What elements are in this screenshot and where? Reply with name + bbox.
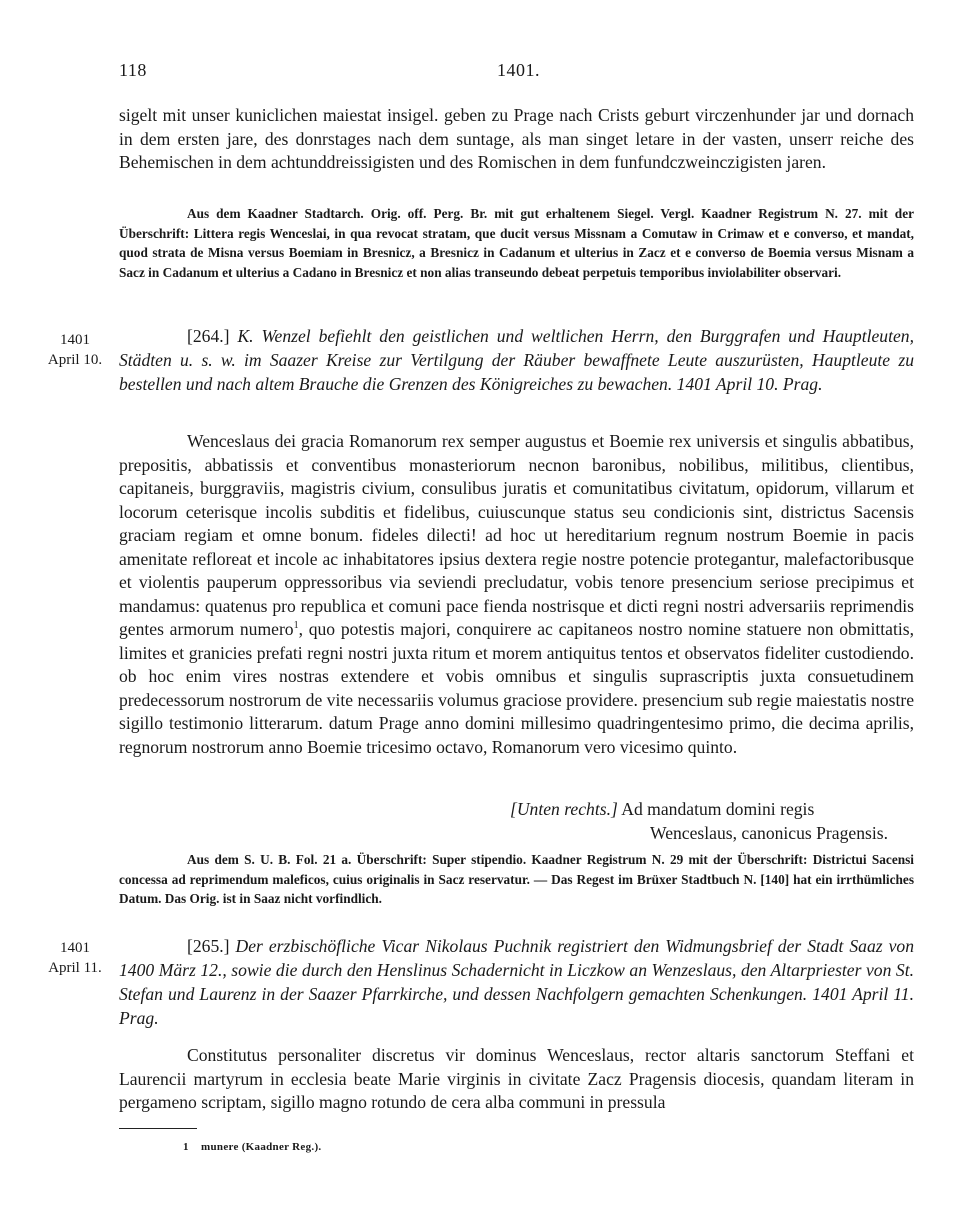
footnote-mark: 1 [183, 1141, 189, 1153]
entry-265-heading [119, 934, 914, 1030]
footnote-text: munere (Kaadner Reg.). [201, 1141, 322, 1153]
entry-264-heading [119, 324, 914, 396]
entry-264-summary: K. Wenzel befiehlt den geistlichen und weltlichen Herrn, den Burggrafen und Hauptleuten, Städten u. s. w. im Saazer Kreise zur Vertilgung der Räuber bewaffnete Leute auszurüsten, Hauptleute zu bestellen und nach altem Brauche die Grenzen des Königreiches zu bewachen. 1401 April 10. Prag. [119, 326, 914, 394]
footnote-divider [119, 1128, 197, 1129]
running-head-year: 1401. [497, 60, 540, 80]
entry-265-summary: Der erzbischöfliche Vicar Nikolaus Puchnik registriert den Widmungsbrief der Stadt Saaz von 1400 März 12., sowie die durch den Henslinus Schadernicht in Liczkow an Wenzeslaus, den Altarpriester von St. Stefan und Laurenz in der Saazer Pfarrkirche, und dessen Nachfolgern gemachten Schenkungen. 1401 April 11. Prag. [119, 936, 914, 1028]
entry-264-closing-mandate: Ad mandatum domini regis [621, 799, 815, 819]
entry-264-number: [264.] [187, 326, 230, 346]
entry-264-margin-year: 1401 [60, 332, 90, 348]
entry-264-source-note: Aus dem S. U. B. Fol. 21 a. Überschrift: Super stipendio. Kaadner Registrum N. 29 mit der Überschrift: Districtui Sacensi concessa ad reprimendum maleficos, cuius originalis in Sacz reservatur. — Das Regest im Brüxer Stadtbuch N. [140] hat ein irrthümliches Datum. Das Orig. ist in Saaz nicht vorfindlich. [119, 852, 914, 906]
footnote [183, 1141, 321, 1153]
footnote-reference-mark: 1 [293, 620, 299, 632]
intro-source-note: Aus dem Kaadner Stadtarch. Orig. off. Perg. Br. mit gut erhaltenem Siegel. Vergl. Kaadner Registrum N. 27. mit der Überschrift: Littera regis Wenceslai, in qua revocat stratam, que ducit versus Missnam a Comutaw in Crimaw et e converso, et mandat, quod strata de Misna versus Boemiam in Bresnicz, a Bresnicz in Cadanum et ulterius in Zacz et e converso de Boemia versus Misnam a Sacz in Cadanum et ulterius a Cadano in Bresnicz et non alias transeundo debeat perpetuis temporibus inviolabiliter observari. [119, 206, 914, 280]
entry-265-margin-day: April 11. [48, 960, 102, 976]
entry-265-margin-year: 1401 [60, 940, 90, 956]
entry-265-margin-date [44, 938, 106, 978]
entry-264-closing-position: [Unten rechts.] [510, 799, 618, 819]
entry-264-closing-signature: Wenceslaus, canonicus Pragensis. [650, 823, 888, 843]
entry-264-charter-text [119, 430, 914, 759]
entry-265-number: [265.] [187, 936, 230, 956]
entry-265-charter-text: Constitutus personaliter discretus vir dominus Wenceslaus, rector altaris sanctorum Steffani et Laurencii martyrum in ecclesia beate Marie virginis in civitate Zacz Pragensis diocesis, quandam literam in pergameno scriptam, sigillo magno rotundo de cera alba communi in pressula [119, 1045, 914, 1112]
entry-264-margin-date [44, 330, 106, 370]
entry-264-closing-line-1 [510, 797, 814, 821]
page-number: 118 [119, 60, 147, 80]
intro-paragraph: sigelt mit unser kuniclichen maiestat insigel. geben zu Prage nach Crists geburt virczenhunder jar und dornach in dem ersten jare, des donrstages nach dem suntage, als man singet letare in der vasten, unserr reiche des Behemischen in dem achtunddreissigisten und des Romischen in dem funfundczweinczigisten jaren. [119, 105, 914, 172]
entry-264-margin-day: April 10. [47, 352, 103, 368]
entry-264-text-part-1: Wenceslaus dei gracia Romanorum rex semper augustus et Boemie rex universis et singulis abbatibus, prepositis, abbatissis et conventibus monasteriorum necnon baronibus, nobilibus, militibus, clientibus, capitaneis, burggraviis, magistris civium, consulibus juratis et comunitatibus civitatum, opidorum, villarum et locorum ceterisque incolis subditis et fidelibus, cuiuscunque status seu condicionis sint, districtus Sacensis graciam regiam et omne bonum. fideles dilecti! ad hoc ut hereditarium regnum nostrum Boemie in pacis amenitate refloreat et incole ac inhabitatores ipsius dextera regie nostre potencie protegantur, malefactoribusque et violentis pauperum oppressoribus via seviendi precludatur, vobis tenore presencium seriose precipimus et mandamus: quatenus pro republica et comuni pace fienda nostrisque et dicti regni nostri adversariis reprimendis gentes armorum numero [119, 431, 914, 639]
entry-264-text-part-2: , quo potestis majori, conquirere ac capitaneos nostro nomine statuere non obmittatis, limites et granicies prefati regni nostri juxta ritum et morem antiquitus tentos et observatos fideliter custodiendo. ob hoc enim vires nostras extendere et vobis omnibus et singulis suprascriptis juxta consuetudinem predecessorum nostrorum de vite necessariis volumus graciose providere. presencium sub regie maiestatis nostre sigillo testimonio litterarum. datum Prage anno domini millesimo quadringentesimo primo, die decima aprilis, regnorum nostrorum anno Boemie tricesimo octavo, Romanorum vero vicesimo quinto. [119, 619, 914, 757]
